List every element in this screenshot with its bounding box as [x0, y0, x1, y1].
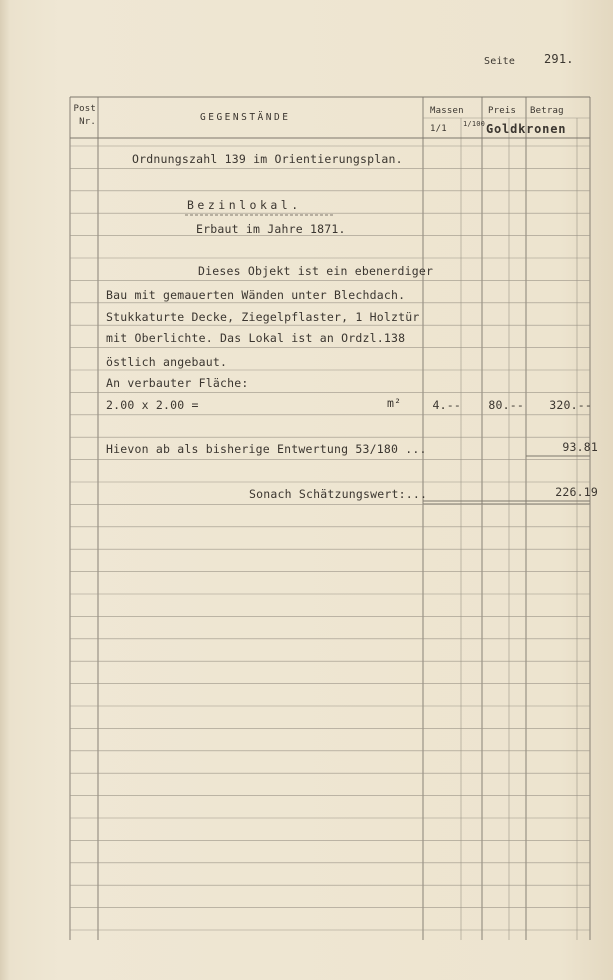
page-label: Seite [484, 56, 516, 67]
goldkronen-header: Goldkronen [486, 122, 567, 136]
betrag-header: Betrag [530, 106, 564, 116]
unit-m2: m² [387, 396, 402, 410]
sub-header-1-1: 1/1 [430, 124, 447, 134]
description-line: Stukkaturte Decke, Ziegelpflaster, 1 Holztür [106, 310, 420, 324]
schaetzung-label: Sonach Schätzungswert:... [249, 487, 428, 501]
post-nr-header: Post Nr. [73, 104, 96, 127]
erbaut-line: Erbaut im Jahre 1871. [196, 222, 346, 236]
entwertung-value: 93.81 [562, 440, 598, 454]
masse-value: 4.-- [432, 398, 461, 412]
preis-value: 80.-- [488, 398, 524, 412]
description-line: östlich angebaut. [106, 355, 228, 369]
description-line: Bau mit gemauerten Wänden unter Blechdach. [106, 288, 406, 302]
page-number: 291. [544, 52, 574, 66]
description-line: mit Oberlichte. Das Lokal ist an Ordzl.138 [106, 331, 406, 345]
preis-header: Preis [488, 106, 517, 116]
sub-header-1-100: 1/100 [463, 120, 486, 128]
entwertung-label: Hievon ab als bisherige Entwertung 53/180 ... [106, 442, 427, 456]
ordnungszahl-line: Ordnungszahl 139 im Orientierungsplan. [132, 152, 403, 166]
object-title: Bezinlokal. [187, 198, 302, 212]
flaeche-label: An verbauter Fläche: [106, 376, 249, 390]
betrag-value: 320.-- [549, 398, 592, 412]
massen-header: Massen [430, 106, 464, 116]
description-line: Dieses Objekt ist ein ebenerdiger [198, 264, 434, 278]
calculation: 2.00 x 2.00 = [106, 398, 199, 412]
gegenstaende-header: GEGENSTÄNDE [200, 112, 291, 123]
schaetzung-value: 226.19 [555, 485, 598, 499]
